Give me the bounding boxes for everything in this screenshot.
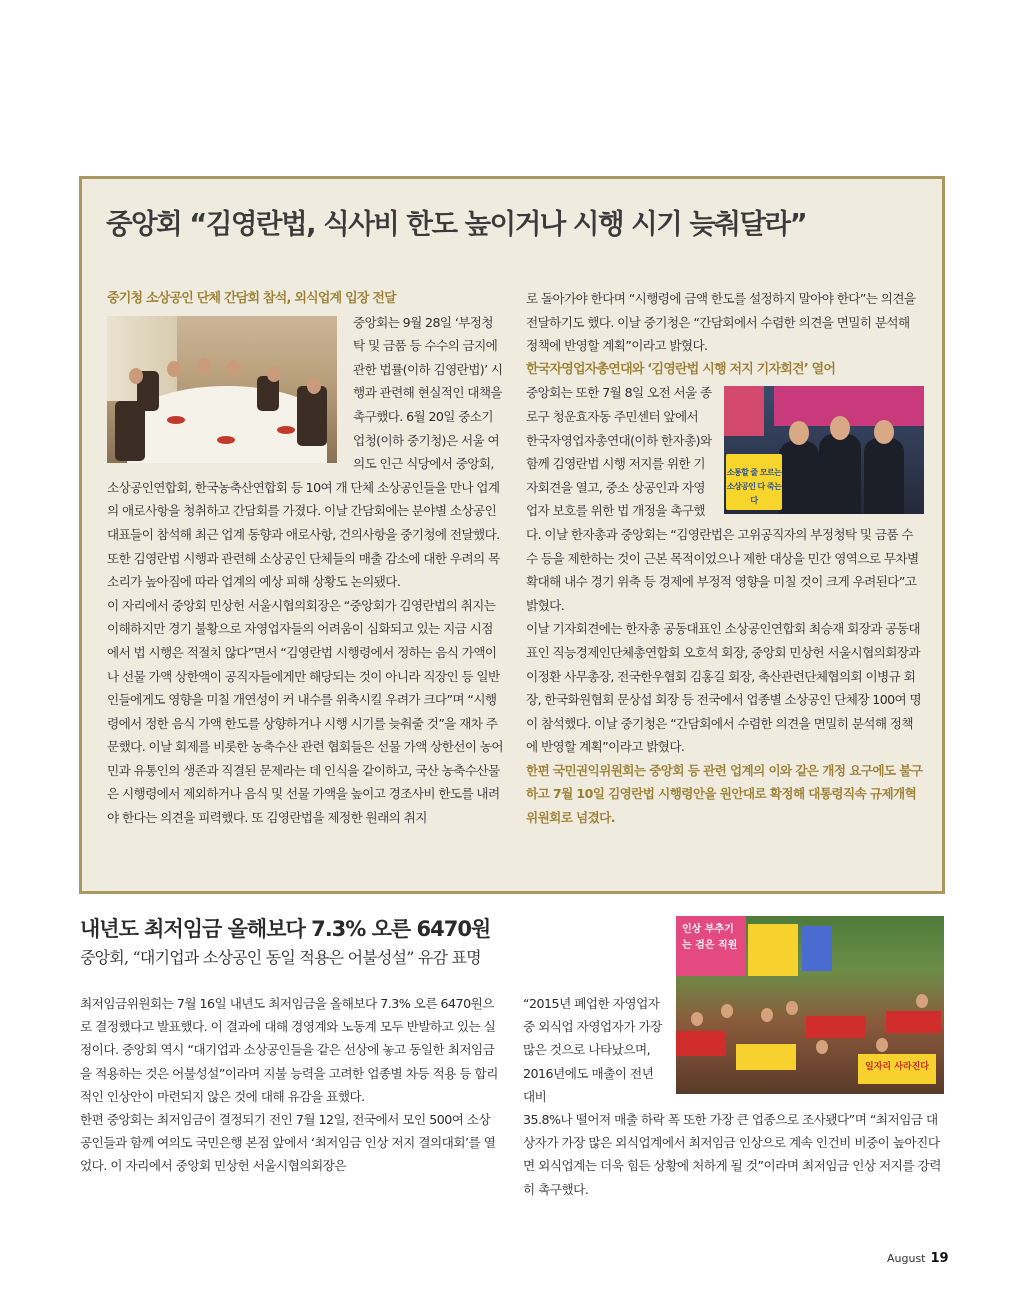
box-paragraph-2: 이 자리에서 중앙회 민상헌 서울시협의회장은 “중앙회가 김영란법의 취지는 이해하지만 경기 불황으로 자영업자들의 어려움이 심화되고 있는 지금 시점에서 법 시행은 적절치 않다”면서 “김영란법 시행령에서 정하는 음식 가액이나 선물 가액 상한액이 공직자들에게만 해당되는 것이 아니라 직장인 등 일반인들에게도 영향을 미칠 개연성이 커 내수를 위축시킬 우려가 크다”며 “시행령에서 정한 음식 가액 한도를 상향하거나 시행 시기를 늦춰줄 것”을 재차 주문했다. 이날 회제를 비롯한 농축수산 관련 협회들은 선물 가액 상한선이 농어민과 유통인의 생존과 직결된 문제라는 데 인식을 같이하고, 국산 농축수산물은 시행령에서 제외하거나 음식 및 선물 가액을 높이고 경조사비 한도를 내려야 한다는 의견을 피력했다. 또 김영란법을 제정한 원래의 취지 <box>107 597 503 826</box>
box-left-column <box>107 287 504 830</box>
footer-month: August <box>887 1252 926 1265</box>
box-title: 중앙회 “김영란법, 식사비 한도 높이거나 시행 시기 늦춰달라” <box>106 208 807 240</box>
article2-left-column <box>80 992 500 1178</box>
box-paragraph-4: 중앙회는 또한 7월 8일 오전 서울 종로구 청운효자동 주민센터 앞에서 한국자영업자총연대(이하 한자총)와 함께 김영란법 시행 저지를 위한 기자회견을 열고, 중소 상공인과 자영업자 보호를 위한 법 개정을 촉구했다. 이날 한자총과 중앙회는 “김영란법은 고위공직자의 부정청탁 및 금품 수수 등을 제한하는 것이 근본 목적이었으나 제한 대상을 민간 영역으로 무차별 확대해 내수 경기 위축 등 경제에 부정적 영향을 미칠 것이 크게 우려된다”고 밝혔다. <box>526 385 919 613</box>
article-box <box>79 176 945 894</box>
page-number: 19 <box>930 1251 949 1266</box>
box-paragraph-1: 중앙회는 9월 28일 ‘부정청탁 및 금품 등 수수의 금지에 관한 법률(이하 김영란법)’ 시행과 관련해 현실적인 대책을 촉구했다. 6월 20일 중소기업청(이하 중기청)은 서울 여의도 인근 식당에서 중앙회, 소상공인연합회, 한국농축산연합회 등 10여 개 단체 소상공인들을 만나 업계의 애로사항을 청취하고 간담회를 가졌다. 이날 간담회에는 분야별 소상공인 대표들이 참석해 최근 업계 동향과 애로사항, 건의사항을 중기청에 전달했다. 또한 김영란법 시행과 관련해 소상공인 단체들의 매출 감소에 대한 우려의 목소리가 높아짐에 따라 업계의 예상 피해 상황도 논의됐다. <box>107 314 503 590</box>
box-paragraph-5: 이날 기자회견에는 한자총 공동대표인 소상공인연합회 최승재 회장과 공동대표인 직능경제인단체총연합회 오호석 회장, 중앙회 민상헌 서울시협의회장과 이정환 사무총장, 전국한우협회 김홍길 회장, 축산관련단체협의회 이병규 회장, 한국화원협회 문상섭 회장 등 전국에서 업종별 소상공인 단체장 100여 명이 참석했다. 이날 중기청은 “간담회에서 수렴한 의견을 면밀히 분석해 정책에 반영할 계획”이라고 밝혔다. <box>526 621 922 755</box>
box-subhead-1: 중기청 소상공인 단체 간담회 참석, 외식업계 입장 전달 <box>107 291 396 306</box>
article2-paragraph-2: 한편 중앙회는 최저임금이 결정되기 전인 7월 12일, 전국에서 모인 500여 소상공인들과 함께 여의도 국민은행 본점 앞에서 ‘최저임금 인상 저지 결의대회’를 열었다. 이 자리에서 중앙회 민상헌 서울시협의회장은 <box>80 1112 496 1174</box>
page-footer <box>887 1251 949 1266</box>
press-conference-photo <box>724 386 924 514</box>
meeting-photo <box>107 316 337 463</box>
box-subhead-2: 한국자영업자총연대와 ‘김영란법 시행 저지 기자회견’ 열어 <box>526 361 836 377</box>
rally-banner-text: 인상 부추기는 검은 직원 <box>682 924 738 951</box>
rally-sign-text: 일자리 사라진다 <box>865 1062 929 1072</box>
article2-paragraph-1: 최저임금위원회는 7월 16일 내년도 최저임금을 올해보다 7.3% 오른 6470원으로 결정했다고 발표했다. 이 결과에 대해 경영계와 노동계 모두 반발하고 있는 실정이다. 중앙회 역시 “대기업과 소상공인들을 같은 선상에 놓고 동일한 최저임금을 적용하는 것은 어불성설”이라며 지불 능력을 고려한 업종별 차등 적용 등 합리적인 인상안이 마련되지 않은 것에 대해 유감을 표했다. <box>80 996 498 1104</box>
protest-sign-text: 소통할 줄 모르는 소상공인 다 죽는다 <box>726 468 782 506</box>
rally-photo <box>676 916 944 1094</box>
article2-headline: 내년도 최저임금 올해보다 7.3% 오른 6470원 <box>80 917 491 941</box>
article2-paragraph-3: 35.8%나 떨어져 매출 하락 폭 또한 가장 큰 업종으로 조사됐다”며 “최저임금 대상자가 가장 많은 외식업계에서 최저임금 인상으로 계속 인건비 비중이 높아진다면 외식업계는 더욱 힘든 상황에 처하게 될 것”이라며 최저임금 인상 저지를 강력히 촉구했다. <box>523 1112 941 1197</box>
box-paragraph-3: 로 돌아가야 한다며 “시행령에 금액 한도를 설정하지 말아야 한다”는 의견을 전달하기도 했다. 이날 중기청은 “간담회에서 수렴한 의견을 면밀히 분석해 정책에 반영할 계획”이라고 밝혔다. <box>526 291 916 354</box>
article2-subheadline: 중앙회, “대기업과 소상공인 동일 적용은 어불성설” 유감 표명 <box>80 948 481 967</box>
box-paragraph-6: 한편 국민권익위원회는 중앙회 등 관련 업계의 이와 같은 개정 요구에도 불구하고 7월 10일 김영란법 시행령안을 원안대로 확정해 대통령직속 규제개혁위원회로 넘겼다. <box>526 762 923 826</box>
article2-paragraph-3-wrap: “2015년 폐업한 자영업자 중 외식업 자영업자가 가장 많은 것으로 나타났으며, 2016년에도 매출이 전년 대비 <box>523 996 662 1104</box>
box-right-column <box>526 287 924 830</box>
